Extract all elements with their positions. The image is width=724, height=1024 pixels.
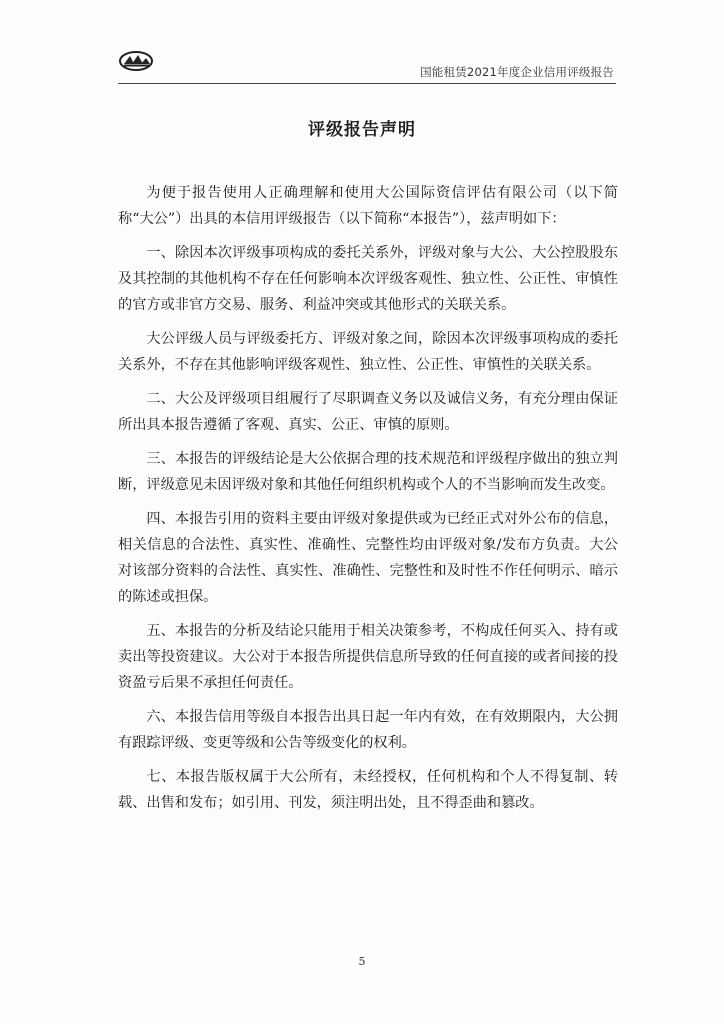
page-title: 评级报告声明 — [308, 120, 416, 140]
paragraph-6: 六、本报告信用等级自本报告出具日起一年内有效，在有效期限内，大公拥有跟踪评级、变更等级和公告等级变化的权利。 — [118, 709, 618, 751]
paragraph-4: 四、本报告引用的资料主要由评级对象提供或为已经正式对外公布的信息，相关信息的合法性、真实性、准确性、完整性均由评级对象/发布方负责。大公对该部分资料的合法性、真实性、准确性、完整性和及时性不作任何明示、暗示的陈述或担保。 — [118, 511, 618, 605]
declaration-body — [118, 180, 618, 824]
paragraph-3: 三、本报告的评级结论是大公依据合理的技术规范和评级程序做出的独立判断，评级意见未因评级对象和其他任何组织机构或个人的不当影响而发生改变。 — [118, 451, 618, 493]
paragraph-1-continued: 大公评级人员与评级委托方、评级对象之间，除因本次评级事项构成的委托关系外，不存在其他影响评级客观性、独立性、公正性、审慎性的关联关系。 — [118, 331, 618, 373]
page-number: 5 — [358, 955, 366, 968]
paragraph-1: 一、除因本次评级事项构成的委托关系外，评级对象与大公、大公控股股东及其控制的其他机构不存在任何影响本次评级客观性、独立性、公正性、审慎性的官方或非官方交易、服务、利益冲突或其他形式的关联关系。 — [118, 245, 618, 313]
paragraph-5: 五、本报告的分析及结论只能用于相关决策参考，不构成任何买入、持有或卖出等投资建议。大公对于本报告所提供信息所导致的任何直接的或者间接的投资盈亏后果不承担任何责任。 — [118, 623, 618, 691]
paragraph-intro: 为便于报告使用人正确理解和使用大公国际资信评估有限公司（以下简称“大公”）出具的本信用评级报告（以下简称“本报告”），兹声明如下： — [118, 185, 618, 227]
header-divider — [118, 83, 616, 84]
paragraph-2: 二、大公及评级项目组履行了尽职调查义务以及诚信义务，有充分理由保证所出具本报告遵循了客观、真实、公正、审慎的原则。 — [118, 391, 618, 433]
dagong-logo-icon — [118, 50, 154, 72]
paragraph-7: 七、本报告版权属于大公所有，未经授权，任何机构和个人不得复制、转载、出售和发布；如引用、刊发，须注明出处，且不得歪曲和篡改。 — [118, 769, 618, 811]
report-header-title: 国能租赁2021年度企业信用评级报告 — [420, 65, 614, 79]
